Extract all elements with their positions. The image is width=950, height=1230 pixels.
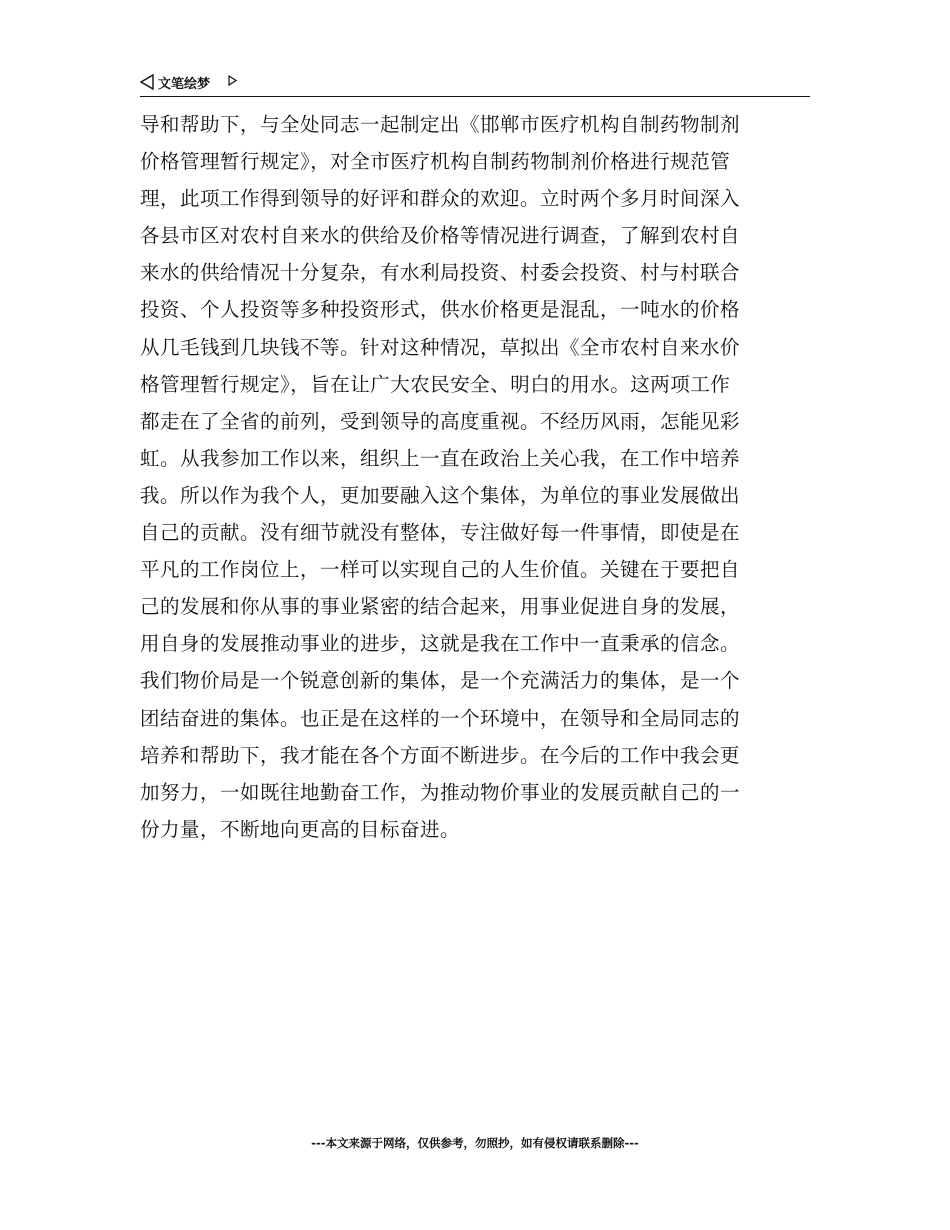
text-line: 虹。从我参加工作以来，组织上一直在政治上关心我，在工作中培养 [140,446,741,470]
text-line: 都走在了全省的前列，受到领导的高度重视。不经历风雨，怎能见彩 [140,409,741,433]
header-title: 文笔绘梦 [158,77,211,92]
body-paragraph [140,106,800,848]
footer-disclaimer: ---本文来源于网络，仅供参考，勿照抄，如有侵权请联系删除--- [311,1136,639,1150]
text-line: 格管理暂行规定》，旨在让广大农民安全、明白的用水。这两项工作 [140,372,731,396]
text-line: 价格管理暂行规定》，对全市医疗机构自制药物制剂价格进行规范管 [140,150,731,174]
text-line: 投资、个人投资等多种投资形式，供水价格更是混乱，一吨水的价格 [140,298,741,322]
text-line: 加努力，一如既往地勤奋工作，为推动物价事业的发展贡献自己的一 [140,780,741,804]
text-line: 理，此项工作得到领导的好评和群众的欢迎。立时两个多月时间深入 [140,187,741,211]
text-line: 来水的供给情况十分复杂，有水利局投资、村委会投资、村与村联合 [140,261,741,285]
text-line: 团结奋进的集体。也正是在这样的一个环境中，在领导和全局同志的 [140,706,741,730]
text-line: 己的发展和你从事的事业紧密的结合起来，用事业促进自身的发展， [140,595,741,619]
right-triangle-outline-icon [228,75,237,86]
text-line: 自己的贡献。没有细节就没有整体，专注做好每一件事情，即使是在 [140,521,741,545]
left-triangle-outline-icon [140,74,154,90]
text-line: 我。所以作为我个人，更加要融入这个集体，为单位的事业发展做出 [140,483,741,507]
header-divider [140,96,810,97]
text-line: 平凡的工作岗位上，一样可以实现自己的人生价值。关键在于要把自 [140,558,741,582]
text-line: 我们物价局是一个锐意创新的集体，是一个充满活力的集体，是一个 [140,669,741,693]
text-line: 导和帮助下，与全处同志一起制定出《邯郸市医疗机构自制药物制剂 [140,113,741,136]
text-line: 用自身的发展推动事业的进步，这就是我在工作中一直秉承的信念。 [140,632,741,656]
text-line: 培养和帮助下，我才能在各个方面不断进步。在今后的工作中我会更 [140,743,741,767]
page-header [140,70,810,96]
text-line: 各县市区对农村自来水的供给及价格等情况进行调查，了解到农村自 [140,224,741,248]
text-line: 份力量，不断地向更高的目标奋进。 [140,817,461,841]
text-line: 从几毛钱到几块钱不等。针对这种情况，草拟出《全市农村自来水价 [140,335,741,359]
